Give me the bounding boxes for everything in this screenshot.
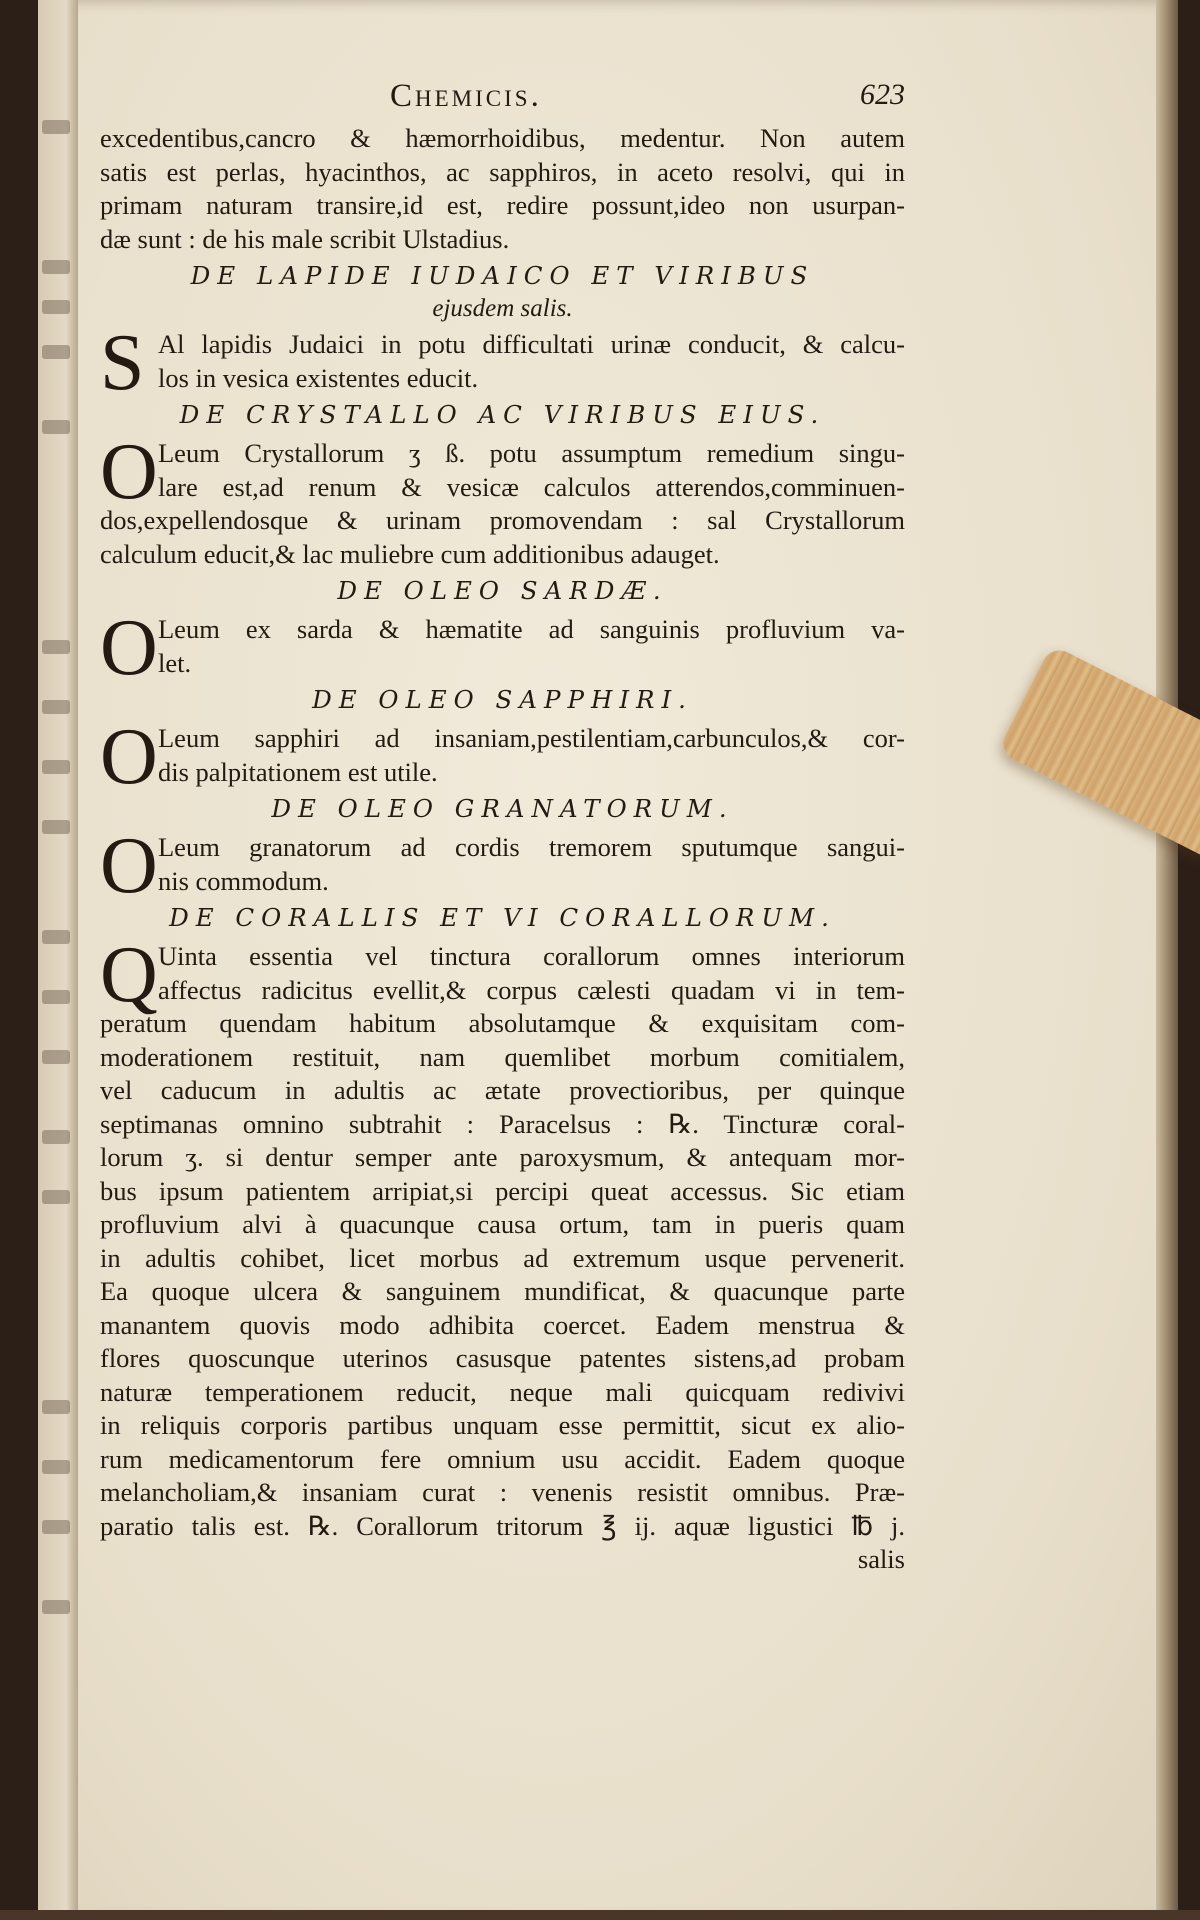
text-line: excedentibus,cancro & hæmorrhoidibus, medentur. Non autem (100, 123, 905, 153)
text-line: los in vesica existentes educit. (158, 362, 479, 393)
text-line: dis palpitationem est utile. (158, 756, 438, 787)
text-line: primam naturam transire,id est, redire possunt,ideo non usurpan- (100, 190, 905, 220)
intro-paragraph (100, 122, 905, 256)
section-heading: DE CORALLIS ET VI CORALLORUM. (169, 903, 836, 932)
section-heading: DE CRYSTALLO AC VIRIBUS EIUS. (179, 400, 826, 429)
section-heading: DE OLEO SARDÆ. (337, 576, 668, 605)
text-line: septimanas omnino subtrahit : Paracelsus : ℞. Tincturæ coral- (100, 1108, 905, 1139)
text-line: Al lapidis Judaici in potu difficultati urinæ conducit, & calcu- (158, 329, 905, 359)
section-heading: DE OLEO SAPPHIRI. (312, 685, 693, 714)
section-paragraph (100, 604, 905, 692)
text-line: Uinta essentia vel tinctura corallorum omnes interiorum (158, 941, 905, 971)
text-line: affectus radicitus evellit,& corpus cælesti quadam vi in tem- (158, 974, 905, 1005)
text-line: peratum quendam habitum absolutamque & exquisitam com- (100, 1008, 905, 1038)
section-paragraph (100, 931, 905, 1543)
drop-cap: O (100, 822, 158, 910)
drop-cap: S (100, 319, 145, 407)
text-line: moderationem restituit, nam quemlibet morbum comitialem, (100, 1041, 905, 1072)
drop-cap: O (100, 604, 158, 692)
text-line: Ea quoque ulcera & sanguinem mundificat, & quacunque parte (100, 1276, 905, 1306)
text-line: manantem quovis modo adhibita coercet. Eadem menstrua & (100, 1309, 905, 1340)
section-heading: DE OLEO GRANATORUM. (271, 794, 734, 823)
page-edge-shadow (1156, 0, 1178, 1920)
text-line: lorum ʒ. si dentur semper ante paroxysmum, & antequam mor- (100, 1142, 905, 1172)
text-line: dæ sunt : de his male scribit Ulstadius. (100, 223, 510, 254)
text-line: in adultis cohibet, licet morbus ad extremum usque pervenerit. (100, 1242, 905, 1273)
text-line: in reliquis corporis partibus unquam esse permittit, sicut ex alio- (100, 1410, 905, 1440)
text-line: let. (158, 647, 192, 678)
text-line: Leum sapphiri ad insaniam,pestilentiam,carbunculos,& cor- (158, 723, 905, 753)
text-line: naturæ temperationem reducit, neque mali quicquam redivivi (100, 1376, 905, 1407)
text-line: paratio talis est. ℞. Corallorum tritorum ℥ ij. aquæ ligustici ℔ j. (100, 1510, 905, 1541)
text-line: profluvium alvi à quacunque causa ortum, tam in pueris quam (100, 1209, 905, 1239)
text-line: Leum ex sarda & hæmatite ad sanguinis profluvium va- (158, 614, 905, 644)
text-line: lare est,ad renum & vesicæ calculos atterendos,comminuen- (158, 471, 905, 502)
text-line: Leum granatorum ad cordis tremorem sputumque sangui- (158, 832, 905, 862)
running-head: Chemicis. (390, 78, 542, 114)
text-line: vel caducum in adultis ac ætate provectioribus, per quinque (100, 1075, 905, 1105)
text-line: calculum educit,& lac muliebre cum additionibus adauget. (100, 538, 720, 569)
section-heading: DE LAPIDE IUDAICO ET VIRIBUS (190, 261, 815, 290)
page-number: 623 (860, 78, 905, 111)
text-line: dos,expellendosque & urinam promovendam : sal Crystallorum (100, 505, 905, 535)
drop-cap: Q (100, 931, 158, 1019)
section-paragraph (100, 319, 905, 407)
section-paragraph (100, 713, 905, 801)
catchword: salis (857, 1544, 905, 1574)
text-line: Leum Crystallorum ʒ ß. potu assumptum remedium singu- (158, 438, 905, 468)
section-paragraph (100, 822, 905, 910)
section-paragraph (100, 428, 905, 571)
text-line: melancholiam,& insaniam curat : venenis resistit omnibus. Præ- (100, 1477, 905, 1507)
text-line: flores quoscunque uterinos casusque patentes sistens,ad probam (100, 1343, 905, 1373)
section-subheading: ejusdem salis. (432, 295, 573, 322)
text-block (100, 78, 905, 1576)
text-line: satis est perlas, hyacinthos, ac sapphiros, in aceto resolvi, qui in (100, 156, 905, 187)
book-bottom-edge (0, 1910, 1200, 1920)
drop-cap: O (100, 713, 158, 801)
text-line: bus ipsum patientem arripiat,si percipi queat accessus. Sic etiam (100, 1175, 905, 1206)
text-line: nis commodum. (158, 865, 329, 896)
text-line: rum medicamentorum fere omnium usu accidit. Eadem quoque (100, 1443, 905, 1474)
page-header (100, 78, 905, 118)
facing-page-edge (38, 0, 78, 1920)
drop-cap: O (100, 428, 158, 516)
